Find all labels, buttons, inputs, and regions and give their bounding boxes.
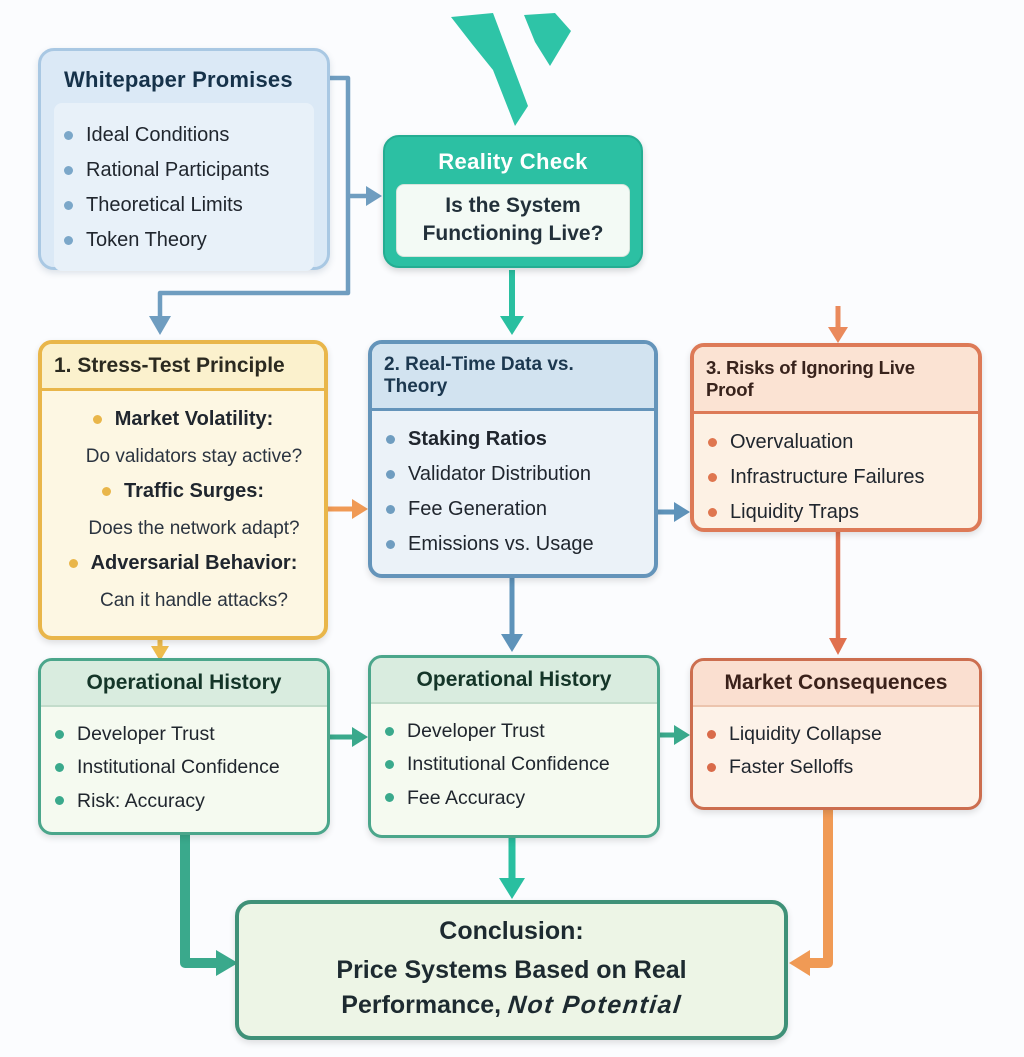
list-item-label: Liquidity Traps: [730, 501, 859, 523]
conclusion-line1: Price Systems Based on Real: [336, 956, 687, 984]
bullet-dot: [708, 438, 717, 447]
list-item: [64, 123, 304, 148]
bullet-dot: [64, 166, 73, 175]
whitepaper-promises-box: [38, 48, 330, 270]
bullet-dot: [64, 201, 73, 210]
list-item-label: Emissions vs. Usage: [408, 533, 594, 555]
conclusion-title: Conclusion:: [439, 917, 584, 945]
bullet-panel: [54, 103, 314, 271]
list-item-label: Ideal Conditions: [86, 124, 230, 146]
bullet-dot: [385, 760, 394, 769]
box-title: Market Consequences: [693, 661, 979, 707]
list-item-label: Faster Selloffs: [729, 756, 854, 779]
list-item-label: Staking Ratios: [408, 428, 547, 450]
bullet-dot: [708, 508, 717, 517]
list-item-label: Institutional Confidence: [77, 756, 280, 779]
list-item: [55, 722, 313, 746]
list-item: [64, 228, 304, 253]
box-title: 3. Risks of Ignoring Live Proof: [694, 347, 978, 414]
list-item: [708, 430, 964, 455]
list-item: [56, 551, 310, 613]
arrowhead: [789, 950, 810, 976]
list-item-label: Fee Generation: [408, 498, 547, 520]
list-item: [386, 497, 640, 522]
list-item: [386, 532, 640, 557]
list-item-label: Traffic Surges:: [123, 479, 265, 502]
list-item-label: Rational Participants: [86, 159, 270, 181]
bullet-dot: [386, 505, 395, 514]
list-item: [707, 722, 965, 746]
list-item: [385, 719, 643, 743]
list-item: [56, 479, 310, 541]
list-item-label: Developer Trust: [407, 720, 545, 742]
bullet-dot: [102, 487, 111, 496]
list-item-label: Validator Distribution: [408, 463, 592, 485]
list-item-label: Liquidity Collapse: [729, 723, 882, 745]
conclusion-text: [249, 953, 774, 1023]
list-item: [708, 500, 964, 525]
box-title: Whitepaper Promises: [64, 67, 293, 92]
list-item: [386, 462, 640, 487]
list-item-label: Infrastructure Failures: [730, 466, 925, 488]
operational-history-mid-box: [368, 655, 660, 838]
box-title: Operational History: [41, 661, 327, 707]
market-consequences-box: [690, 658, 982, 810]
v-logo-icon: [440, 2, 590, 132]
bullet-dot: [93, 415, 102, 424]
list-item-label: Developer Trust: [77, 723, 215, 745]
list-item: [386, 427, 640, 452]
risks-box: [690, 343, 982, 532]
bullet-dot: [55, 730, 64, 739]
arrowhead: [829, 638, 847, 655]
reality-question: Is the System Functioning Live?: [396, 184, 630, 257]
list-item: [707, 755, 965, 779]
list-item-label: Risk: Accuracy: [77, 789, 205, 812]
box-title: Operational History: [371, 658, 657, 704]
arrowhead: [674, 725, 690, 745]
conclusion-box: [235, 900, 788, 1040]
arrow-consequences-to-conclusion: [808, 810, 828, 963]
bullet-dot: [386, 470, 395, 479]
list-item-label: Theoretical Limits: [86, 194, 243, 216]
arrowhead-into-stress: [149, 316, 171, 335]
bullet-dot: [385, 727, 394, 736]
bullet-dot: [55, 763, 64, 772]
list-item-label: Token Theory: [86, 229, 207, 251]
stress-test-box: [38, 340, 328, 640]
arrowhead: [499, 878, 525, 899]
list-item: [55, 755, 313, 779]
list-item-sublabel: Do validators stay active?: [85, 446, 303, 467]
list-item-label: Market Volatility:: [114, 408, 274, 430]
bullet-dot: [385, 793, 394, 802]
bullet-dot: [707, 763, 716, 772]
list-item: [55, 789, 313, 813]
list-item: [64, 158, 304, 183]
list-item-sublabel: Does the network adapt?: [88, 517, 300, 539]
arrowhead-into-reality: [366, 186, 382, 206]
bullet-dot: [64, 236, 73, 245]
list-item: [56, 407, 310, 469]
bullet-dot: [69, 559, 78, 568]
list-item: [385, 786, 643, 810]
bullet-dot: [708, 473, 717, 482]
arrowhead: [674, 502, 690, 522]
list-item-label: Institutional Confidence: [407, 753, 610, 776]
list-item: [708, 465, 964, 490]
conclusion-line2-script: Not Potential: [506, 991, 684, 1019]
arrowhead: [352, 727, 368, 747]
arrowhead-into-realtime: [500, 316, 524, 335]
box-title: Reality Check: [438, 149, 588, 174]
bullet-dot: [386, 435, 395, 444]
bullet-dot: [386, 540, 395, 549]
list-item: [64, 193, 304, 218]
bullet-dot: [64, 131, 73, 140]
bullet-dot: [55, 796, 64, 805]
realtime-data-box: [368, 340, 658, 578]
list-item-label: Fee Accuracy: [407, 786, 526, 809]
arrow-history-left-to-conclusion: [185, 835, 218, 963]
box-title: 2. Real-Time Data vs. Theory: [372, 344, 654, 411]
arrowhead: [352, 499, 368, 519]
bullet-dot: [707, 730, 716, 739]
arrowhead: [501, 634, 523, 652]
list-item: [385, 752, 643, 776]
list-item-label: Adversarial Behavior:: [90, 551, 298, 574]
conclusion-line2-plain: Performance,: [341, 991, 502, 1019]
list-item-label: Overvaluation: [730, 431, 854, 453]
arrowhead-into-risks: [828, 327, 848, 343]
operational-history-left-box: [38, 658, 330, 835]
list-item-sublabel: Can it handle attacks?: [99, 589, 288, 611]
reality-check-box: [383, 135, 643, 268]
box-title: 1. Stress-Test Principle: [42, 344, 324, 391]
